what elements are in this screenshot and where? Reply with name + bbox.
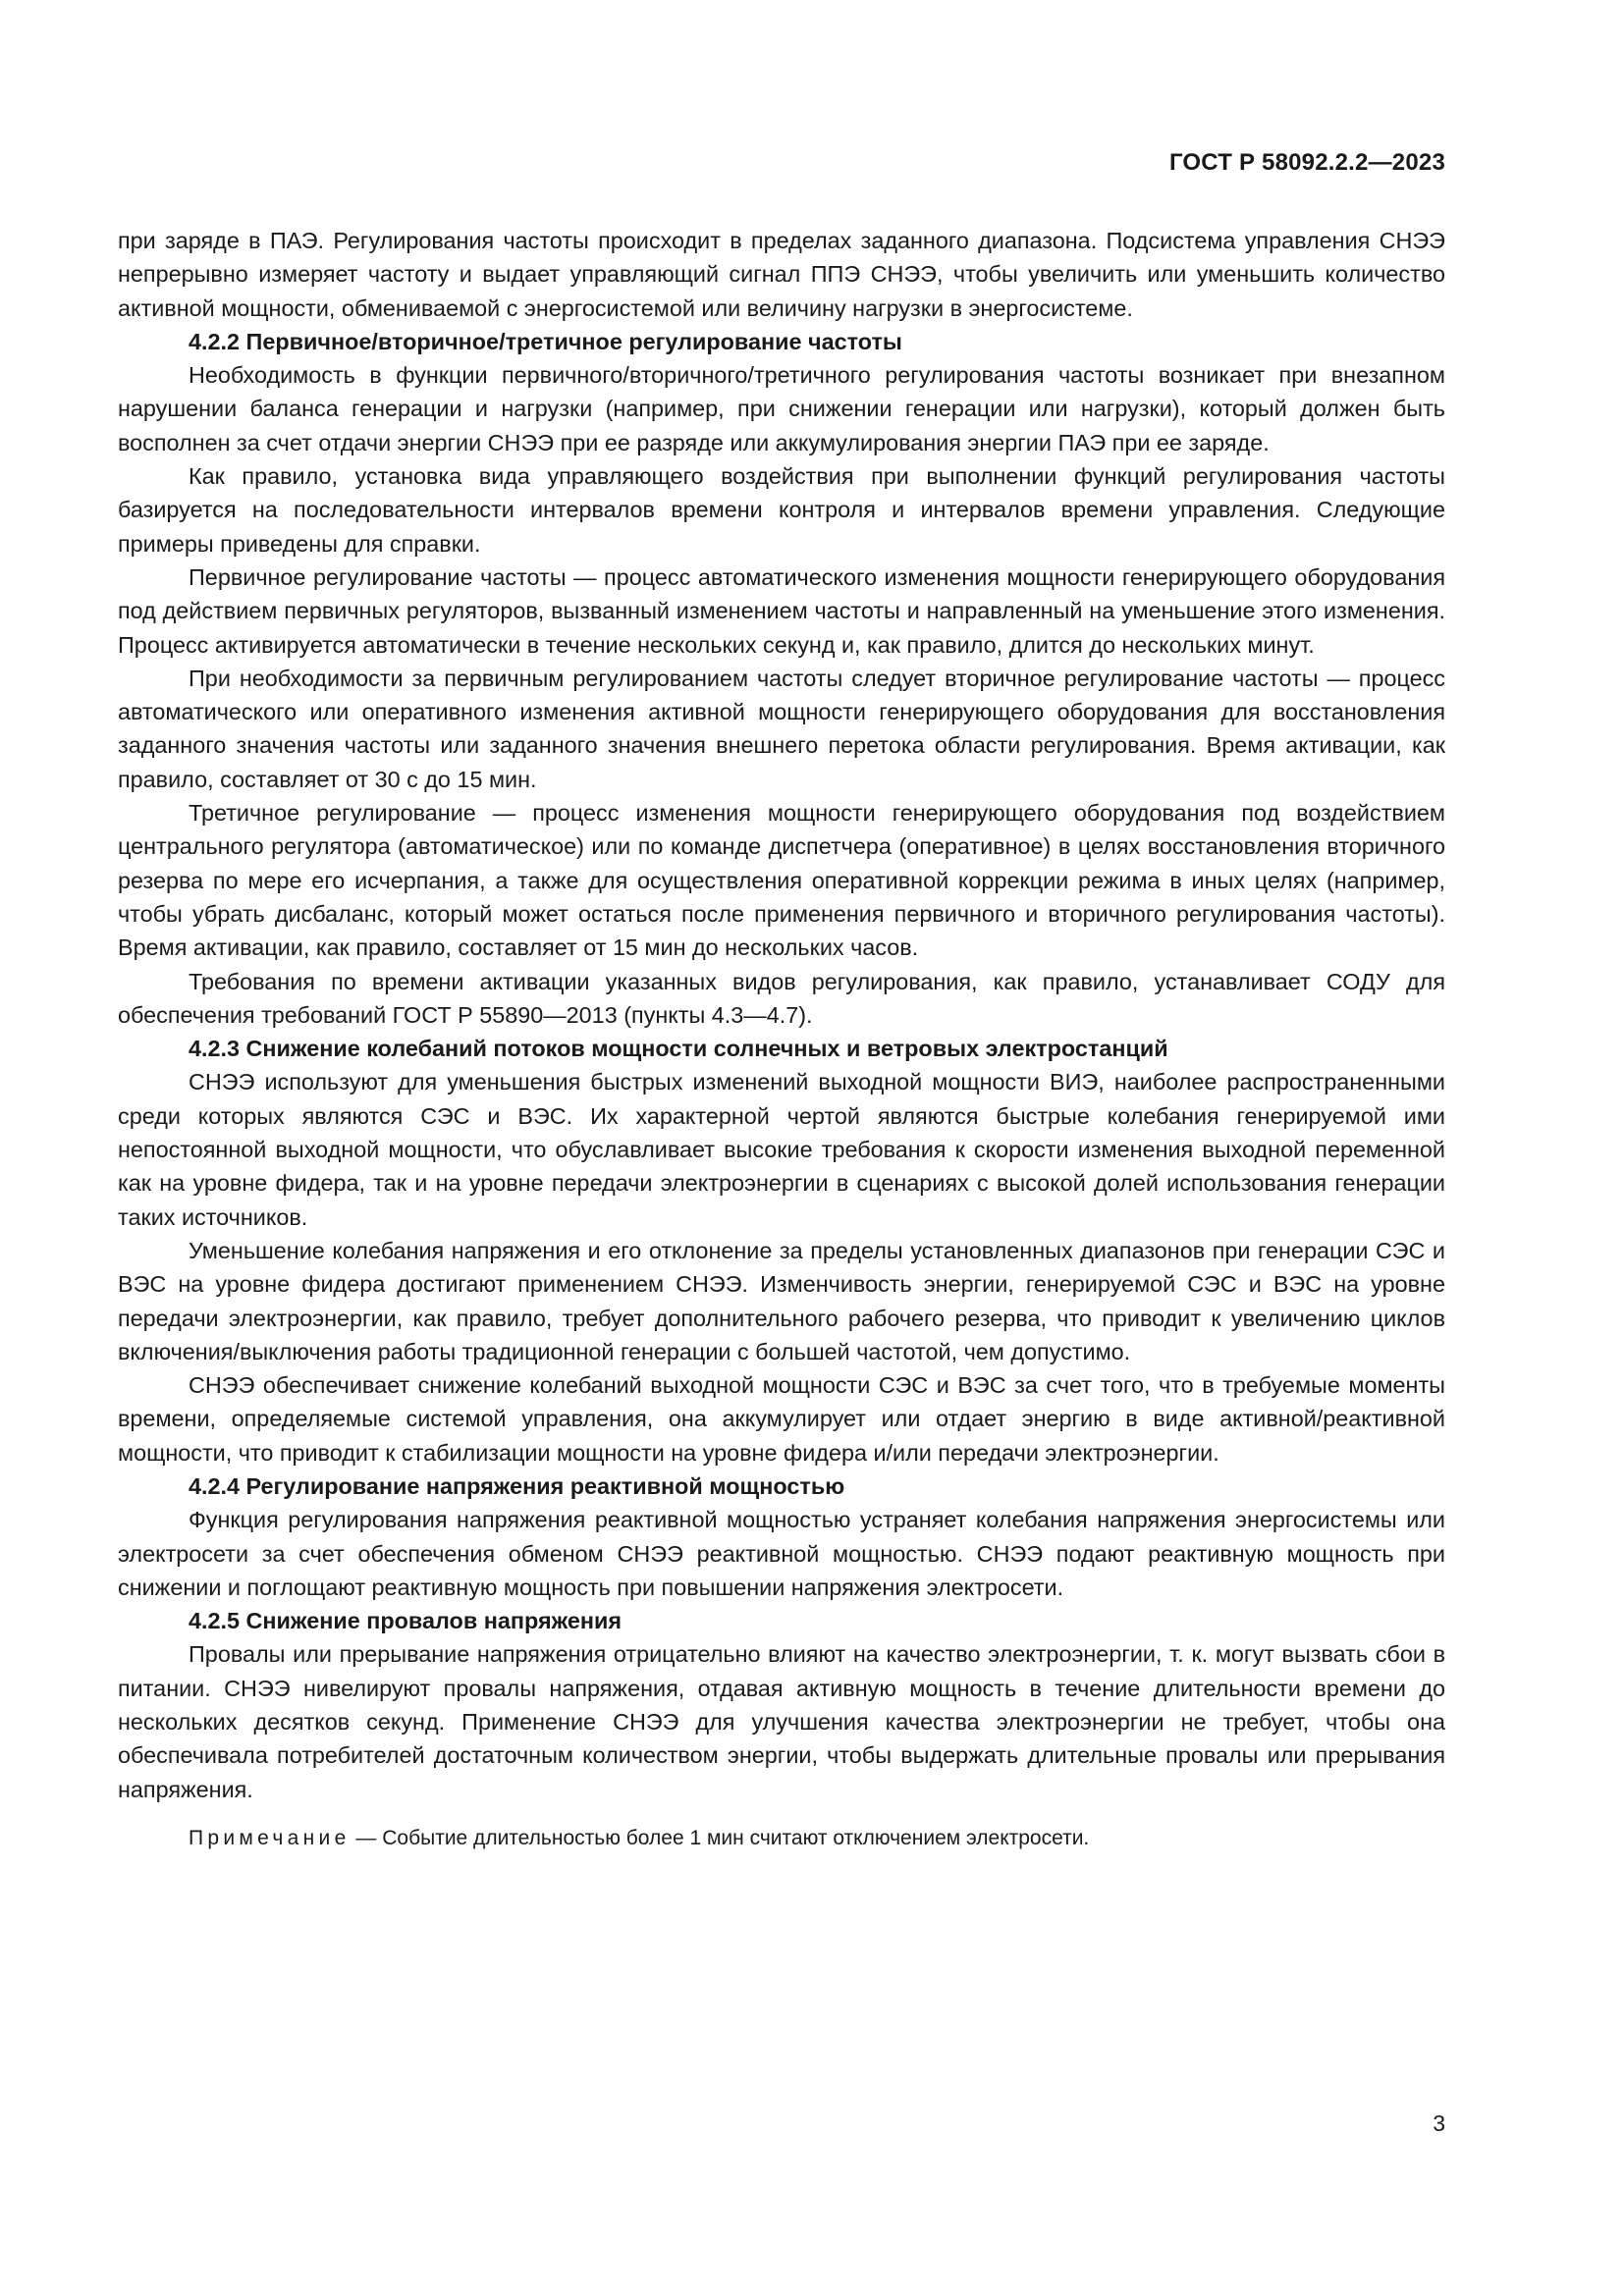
note-text: — Событие длительностью более 1 мин считают отключением электросети. <box>350 1826 1090 1849</box>
paragraph: Третичное регулирование — процесс изменения мощности генерирующего оборудования под воздействием центрального регулятора (автоматическое) или по команде диспетчера (оперативное) в целях восстановления вторичного резерва по мере его исчерпания, а также для осуществления оперативной коррекции режима в иных целях (например, чтобы убрать дисбаланс, который может остаться после применения первичного и вторичного регулирования частоты). Время активации, как правило, составляет от 15 мин до нескольких часов. <box>118 800 1445 961</box>
paragraph: Требования по времени активации указанных видов регулирования, как правило, устанавливает СОДУ для обеспечения требований ГОСТ Р 55890—2013 (пункты 4.3—4.7). <box>118 968 1445 1028</box>
note <box>118 1822 1445 1855</box>
note-label: Примечание <box>189 1826 351 1849</box>
paragraph: Провалы или прерывание напряжения отрицательно влияют на качество электроэнергии, т. к. могут вызвать сбои в питании. СНЭЭ нивелируют провалы напряжения, отдавая активную мощность в течение длительности времени до нескольких десятков секунд. Применение СНЭЭ для улучшения качества электроэнергии не требует, чтобы она обеспечивала потребителей достаточным количеством энергии, чтобы выдержать длительные провалы или прерывания напряжения. <box>118 1641 1445 1802</box>
paragraph: при заряде в ПАЭ. Регулирования частоты происходит в пределах заданного диапазона. Подсистема управления СНЭЭ непрерывно измеряет частоту и выдает управляющий сигнал ППЭ СНЭЭ, чтобы увеличить или уменьшить количество активной мощности, обмениваемой с энергосистемой или величину нагрузки в энергосистеме. <box>118 228 1445 321</box>
paragraph: При необходимости за первичным регулированием частоты следует вторичное регулирование частоты — процесс автоматического или оперативного изменения активной мощности генерирующего оборудования для восстановления заданного значения частоты или заданного значения внешнего перетока области регулирования. Время активации, как правило, составляет от 30 с до 15 мин. <box>118 665 1445 792</box>
paragraph: Функция регулирования напряжения реактивной мощностью устраняет колебания напряжения энергосистемы или электросети за счет обеспечения обменом СНЭЭ реактивной мощностью. СНЭЭ подают реактивную мощность при снижении и поглощают реактивную мощность при повышении напряжения электросети. <box>118 1507 1445 1600</box>
paragraph: Уменьшение колебания напряжения и его отклонение за пределы установленных диапазонов при генерации СЭС и ВЭС на уровне фидера достигают применением СНЭЭ. Изменчивость энергии, генерируемой СЭС и ВЭС на уровне передачи электроэнергии, как правило, требует дополнительного рабочего резерва, что приводит к увеличению циклов включения/выключения работы традиционной генерации с большей частотой, чем допустимо. <box>118 1237 1445 1364</box>
section-heading-4-2-2: 4.2.2 Первичное/вторичное/третичное регулирование частоты <box>189 328 902 354</box>
section-heading-4-2-4: 4.2.4 Регулирование напряжения реактивной мощностью <box>189 1472 845 1499</box>
paragraph: СНЭЭ используют для уменьшения быстрых изменений выходной мощности ВИЭ, наиболее распространенными среди которых являются СЭС и ВЭС. Их характерной чертой являются быстрые колебания генерируемой ими непостоянной выходной мощности, что обуславливает высокие требования к скорости изменения выходной переменной как на уровне фидера, так и на уровне передачи электроэнергии в сценариях с высокой долей использования генерации таких источников. <box>118 1069 1445 1230</box>
section-heading-4-2-5: 4.2.5 Снижение провалов напряжения <box>189 1608 623 1634</box>
paragraph: Необходимость в функции первичного/вторичного/третичного регулирования частоты возникает при внезапном нарушении баланса генерации и нагрузки (например, при снижении генерации или нагрузки), который должен быть восполнен за счет отдачи энергии СНЭЭ при ее разряде или аккумулирования энергии ПАЭ при ее заряде. <box>118 362 1445 455</box>
page-number: 3 <box>1433 2110 1445 2136</box>
paragraph: СНЭЭ обеспечивает снижение колебаний выходной мощности СЭС и ВЭС за счет того, что в требуемые моменты времени, определяемые системой управления, она аккумулирует или отдает энергию в виде активной/реактивной мощности, что приводит к стабилизации мощности на уровне фидера и/или передачи электроэнергии. <box>118 1372 1445 1466</box>
document-body <box>118 224 1445 1855</box>
paragraph: Как правило, установка вида управляющего воздействия при выполнении функций регулирования частоты базируется на последовательности интервалов времени контроля и интервалов времени управления. Следующие примеры приведены для справки. <box>118 463 1445 557</box>
paragraph: Первичное регулирование частоты — процесс автоматического изменения мощности генерирующего оборудования под действием первичных регуляторов, вызванный изменением частоты и направленный на уменьшение этого изменения. Процесс активируется автоматически в течение нескольких секунд и, как правило, длится до нескольких минут. <box>118 563 1445 658</box>
document-header: ГОСТ Р 58092.2.2—2023 <box>1168 149 1445 176</box>
section-heading-4-2-3: 4.2.3 Снижение колебаний потоков мощности солнечных и ветровых электростанций <box>189 1036 1168 1062</box>
